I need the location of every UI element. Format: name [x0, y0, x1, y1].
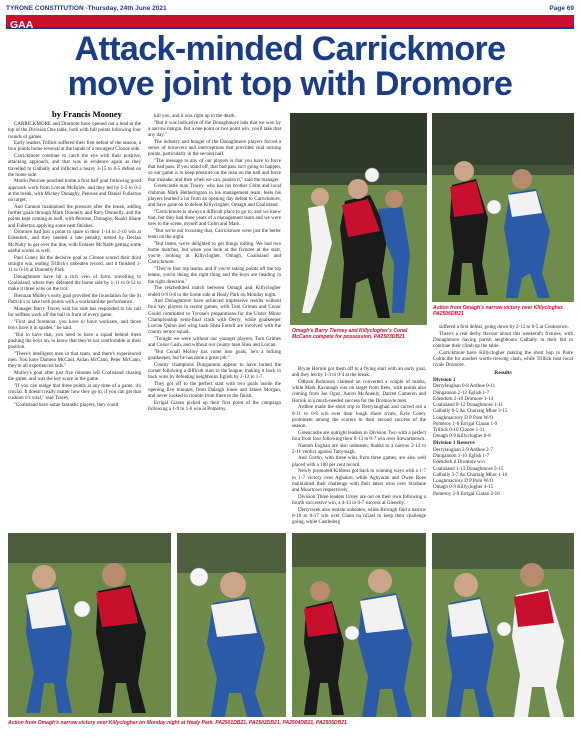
paragraph: "If you can nudge that three points at any time of a game, it's crucial. It doesn't really matter how they go in, if you can get that cushion it's vital," said Tracey.: [8, 382, 141, 402]
photo-caption-top-right: Action from Omagh's narrow victory over Killyclogher. PA2506DB21: [433, 305, 564, 317]
paragraph: Errigal Ciaran picked up their first point of the campaign following a 1-9 to 1-6 win at Pomeroy.: [148, 400, 281, 413]
photo-illustration: [177, 533, 286, 717]
result-line: Omagh 0-9 Killyclogher 0-8: [433, 433, 491, 440]
paragraph: "But listen, we're delighted to get things rolling. We had two home matches, but when you look at the fixtures at the start, you're looking at Killyclogher, Omagh, Coalisland and Carrickmore.: [148, 240, 281, 266]
paragraph: Odhran Robinson claimed an converted a couple of marks, while Mark Kavanagh was on target from frees, with points also coming from Joe Oguz, Aaron McAnenly, Darren Cameron and Hornik in a much-needed success for the Dromoyle men.: [292, 378, 426, 404]
paragraph: And Cannon maintained the pressure after the break, adding further goals through Mark Donnelly and Rory Donnelly, and the points kept coming as well, with Penrose, Donaghy, Ruairi Shane and Fullerton applying some neat finishes.: [8, 203, 141, 229]
paragraph: Donaghmore have hit a rich vein of form, travelling to Coalisland, where they defeated the home side by 1-11 to 0-12 to make it three wins on the trot.: [8, 273, 141, 293]
paragraph: Derryracek also remain unbeaten, while Brocagh find a narrow 0-18 to 0-17 win over Clann na nGael to keep their challenge going, while Castlederg: [292, 506, 426, 526]
paragraph: Early leaders Trillick suffered their first defeat of the season, a four points home reversal at the hands of a resurgent Clonoe side.: [8, 140, 141, 153]
result-line: Derrylaughan 2-9 Ardboe 2-7: [433, 446, 493, 453]
paragraph: Division Three leaders Urney are out on their own following a fourth successive win, a 4-13 to 0-7 success at Glenelly.: [292, 493, 426, 506]
paragraph: kill you, and it was right up to the death.: [154, 113, 236, 119]
paragraph: CARRICKMORE and Dromore have opened out a lead at the top of the Division One table, both with full points following four rounds of games.: [8, 121, 141, 140]
article-column-4: [433, 324, 573, 530]
paragraph: "The message to any of our players is that you have to force that bad pass. If you stand off, that bad pass isn't going to happen, so our game is to keep pressure on the man on the ball and force that mistake, and then when we can, punish it," said the manager.: [148, 157, 281, 183]
paragraph: "First and foremost, you have to have workrate, and those boys have it in spades," he said.: [8, 318, 141, 331]
result-line: Coalisland 0-12 Donaghmore 1-11: [433, 402, 504, 409]
paragraph: Brennan Mulley's early goal provided the foundation for the St Patrick's to take both points with a workmanlike performance.: [8, 292, 141, 306]
masthead-publication-date: TYRONE CONSTITUTION -Thursday, 24th June 2021: [6, 4, 167, 12]
paragraph: "They're four top teams, and if you're taking points off the top teams, you're doing the right thing and the boys are heading in the right direction.": [148, 266, 281, 285]
paragraph: The industry and hunger of the Donaghmore players forced a series of turnovers and interceptions that provided vital turning points, particularly in the second half.: [148, 138, 281, 158]
paragraph: Paul Coney hit the decisive goal as Clonoe scored their third straight win, ending Trillick's unbeaten record, and it finished 1-11 to 0-10 at Donnelly Park.: [8, 254, 141, 274]
paragraph: suffered a first defeat, going down by 2-12 to 0-5 at Cookstown.: [439, 324, 569, 330]
photo-caption-top-left: Omagh's Barry Tierney and Killyclogher's Conal McCann compete for possession. PA2503DB21: [292, 328, 408, 340]
section-bar: [6, 15, 574, 29]
article-column-3: [292, 366, 426, 530]
result-line: Dungannon 2-12 Eglish 1-7: [433, 389, 490, 396]
photo-illustration: [432, 533, 574, 717]
result-line: Coalisland 1-13 Donaghmore 3-15: [433, 465, 504, 472]
results-division-title: Division 1: [433, 376, 456, 383]
paragraph: Ardboe made the short trip to Derrylaughan and carved out a 0-11 to 0-8 win over their lough shore rivals, Kyle Coney prominent among the scorers in their second success of the season.: [292, 404, 426, 430]
paragraph: Carrickmore have Killyclogher making the short hop to Paire Colmcille for another worth-viewing clash, while Trillick host local rivals Dromore.: [433, 349, 573, 369]
paragraph: And Donaghmore have achieved impressive results without four key players in recent games, with Tom Grimes and Conor Gould committed to Tyrone's preparations for the Ulster Minor Championship semi-final clash with Derry, while goalkeeper Lorcan Quinn and wing back Shea Farrell are involved with the county senior squad.: [148, 298, 281, 336]
paragraph: Bryan Hornik got them off to a flying start with an early goal, and they led by 1-3 to 0-4 at the break.: [292, 366, 426, 379]
paragraph: Greencastle are outright leaders in Division Two with a perfect four from four following their 0-13 to 0-7 win over Stewartstown.: [292, 429, 426, 442]
masthead-page-number: Page 69: [549, 4, 574, 12]
photo-bottom-2: [177, 533, 286, 717]
article-column-2: [148, 113, 281, 530]
result-line: Omagh 0-9 Killyclogher 4-15: [433, 484, 494, 491]
photo-bottom-4: [432, 533, 574, 717]
photo-omagh-killyclogher-action: [432, 113, 574, 302]
paragraph: And Gortin, with three wins from three games, are also well placed with a 100 per cent record.: [292, 455, 426, 468]
result-line: Loughmacrory D P Pom W/O: [433, 478, 494, 485]
paragraph: "Coalisland have some fantastic players, they could: [14, 401, 119, 408]
paragraph: Greencastle man Tracey, who has his brother Colm and local clubman Mark Hetherington in his management team, feels his players learned a lot from an opening day defeat to Carrickmore, and have gone on to defeat Killyclogher, Omagh and Coalisland.: [148, 183, 281, 209]
article-column-1: [8, 121, 141, 530]
result-line: Dungannon 1-10 Eglish 1-7: [433, 453, 490, 460]
section-label: GAA: [10, 19, 34, 31]
result-line: Galbally 0-5 An Charraig Mhor 3-15: [433, 408, 508, 415]
headline-line-1: Attack-minded Carrickmore: [74, 30, 506, 68]
result-line: Galbally 3-7 An Charraig Mhor 1-16: [433, 471, 508, 478]
result-line: Trillick 0-10 Clonoe 1-11: [433, 427, 485, 434]
photo-caption-bottom: Action from Omagh's narrow victory over Killyclogher on Monday night at Healy Park. PA2501DB21, PA2502DB21, PA2504DB21, PA2505DB21: [8, 720, 347, 726]
paragraph: "But it was indicative of the Donaghmore lads that we won by a narrow margin, but a one point or two point win, you'd take that any day.": [148, 119, 281, 139]
paragraph: "But Conall Molloy has come into goals, he's a lurking goalkeeper, but he has done a great job.": [148, 348, 281, 362]
photo-illustration: [292, 533, 426, 717]
paragraph: Newly promoted Kildress got back to winning ways with a 1-7 to 1-7 victory over Aghaloo, while Aghyaran and Owen Roes maintained their challenge with their latest wins over Strabane and Moortown respectively.: [292, 468, 426, 494]
paragraph: Dromore had just a point to spare in their 1-14 to 2-10 win at Edendork, and they needed a late penalty, netted by Declan McNulty to get over the line, with Enniser McNabb getting some useful scores as well.: [8, 229, 141, 254]
result-line: Derrylaughan 0-8 Ardboe 0-11: [433, 383, 496, 390]
photo-omagh-killyclogher-possession: [290, 113, 427, 325]
paragraph: Manager Barry Tracey said his side has responded to his call for selfless work off the ball in front of every game.: [8, 305, 141, 319]
paragraph: Naomh Eoghan are also unbeaten, thanks to a narrow 2-12 to 2-11 verdict against Tattyreagh.: [292, 442, 426, 455]
photo-illustration: [432, 113, 574, 302]
paragraph: Carrickmore continue to catch the eye with their positive, attacking approach, and that was in evidence again as they travelled to Galbally and inflicted a heavy 3-15 to 0-5 defeat on the home side.: [8, 153, 141, 178]
paragraph: County champions Dungannon appear to have turned the corner following a difficult start to the league, making it back to back wins by defeating neighbours Eglish by 2-12 to 1-7.: [148, 361, 281, 381]
paragraph: "Carrickmore is always a difficult place to go to, and we knew that, but they had three years of a management team and we were new to the scene, myself and Colm and Mark.: [148, 208, 281, 228]
headline-line-2: move joint top with Dromore: [67, 65, 513, 103]
photo-illustration: [290, 113, 427, 325]
paragraph: The rescheduled match between Omagh and Killyclogher ended 0-9 0-8 to the home side at Healy Park on Monday night.: [148, 285, 281, 298]
paragraph: "But we're not excusing that, Carrickmore were just the better team on the night.: [148, 227, 281, 241]
paragraph: They got off to the perfect start with two goals inside the opening five minutes, from Dalaigh Jones and James Morgan, and never looked in trouble from there to the finish.: [148, 380, 281, 400]
results-division-title: Division 1 Reserve: [433, 440, 475, 447]
photo-bottom-3: [292, 533, 426, 717]
photo-bottom-1: [8, 533, 171, 717]
masthead: [6, 2, 574, 14]
results-title: Results: [494, 369, 512, 376]
byline: by Francis Mooney: [52, 109, 122, 119]
paragraph: "There's intelligent men in that team, and there's experienced men. You have Damien McCaul, Aidan McCann, Peter McCann, they're all experienced lads.": [8, 350, 141, 370]
result-line: Edendork d Dromore w/o: [433, 459, 485, 466]
result-line: Edendork 2-10 Dromore 1-14: [433, 395, 494, 402]
paragraph: "Tonight we were without our younger players, Tom Grimes and Conor Cush, and without our county men Shea and Lorcan.: [148, 336, 281, 349]
result-line: Pomeroy 1-6 Errigal Ciaran 1-9: [433, 420, 498, 427]
result-line: Pomeroy 2-8 Errigal Ciaran 2-16: [433, 490, 500, 497]
paragraph: "But to have that, you need to have a squad behind them pushing the boys on, to know that they're not comfortable in their position.: [8, 331, 141, 351]
photo-illustration: [8, 533, 171, 717]
paragraph: Martin Penrose punched home a first half goal following good approach work from Lorcan McBride, and they led by 1-5 to 0-2 at the break, with Mickey Donaghy, Penrose and Daniel Fullerton on target.: [8, 178, 141, 204]
paragraph: Molloy's goal after just five minutes left Coalisland chasing the game, and was the key score in the game.: [8, 369, 141, 383]
result-line: Loughmacrory D P Pom W/O: [433, 414, 494, 421]
headline: [6, 32, 574, 102]
paragraph: There's a real derby flavour about this weekend's fixtures, with Donaghmore having parish neighbours Galbally in their bid to continue their climb up the table.: [433, 330, 573, 350]
